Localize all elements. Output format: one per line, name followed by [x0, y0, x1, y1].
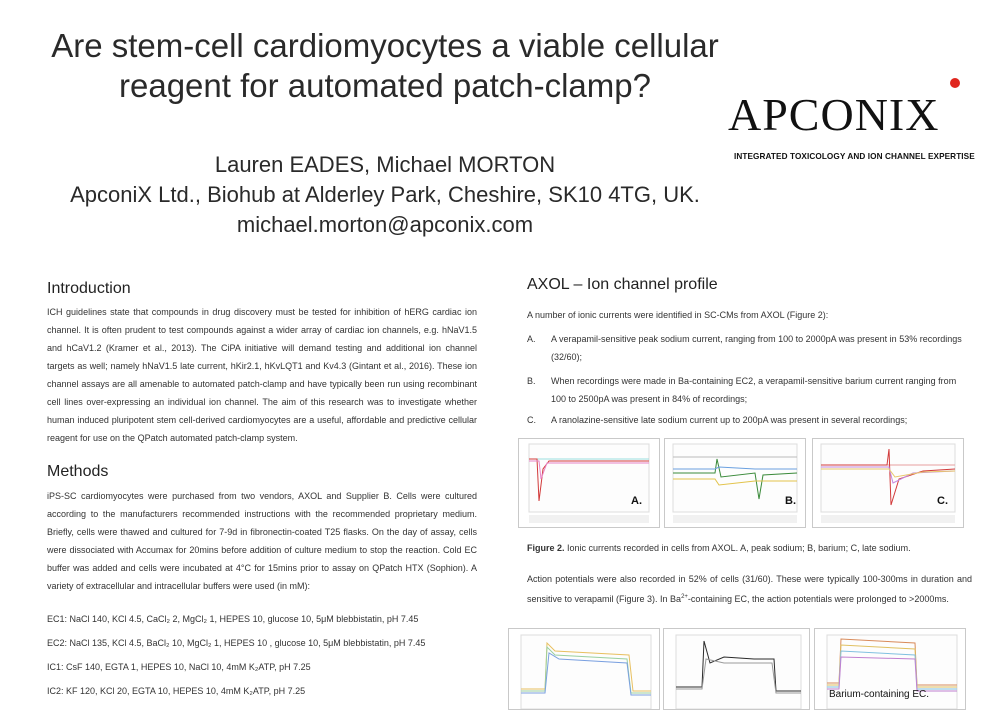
- title-line-2: reagent for automated patch-clamp?: [119, 67, 651, 104]
- axol-item-c: [527, 411, 972, 429]
- ap-superscript: 2+: [681, 594, 688, 600]
- axol-item-c-letter: C.: [527, 415, 536, 425]
- introduction-heading: Introduction: [47, 280, 131, 297]
- axol-item-c-text: A ranolazine-sensitive late sodium current up to 200pA was present in several recordings;: [551, 415, 908, 425]
- affiliation: ApconiX Ltd., Biohub at Alderley Park, Cheshire, SK10 4TG, UK.: [70, 182, 700, 207]
- plot-area: [673, 444, 797, 512]
- methods-text: iPS-SC cardiomyocytes were purchased from two vendors, AXOL and Supplier B. Cells were cultured according to the manufacturers recommended instructions with the recommended proprietary medium. Briefly, cells were thawed and cultured for 7-9d in fibronectin-coated T25 flasks. On the day of assay, cells were dissociated with Accumax for 20mins before addition of culture medium to stop the reaction. Cold EC buffer was added and cells were incubated at 4°C for 15mins prior to assay on QPatch HTX (Sophion). A variety of extracellular and intracellular buffers were used (in mM):: [47, 491, 477, 591]
- figure2-panel-a: [518, 438, 660, 528]
- figure2-label-a: A.: [631, 495, 642, 507]
- figure2-caption-text: Ionic currents recorded in cells from AXOL. A, peak sodium; B, barium; C, late sodium.: [564, 543, 911, 553]
- figure3-panel-3: [814, 628, 966, 710]
- figure2-caption: [527, 543, 911, 553]
- figure3-panel-1: [508, 628, 660, 710]
- figure2-panel-a-plot: [519, 439, 659, 527]
- action-potential-text: [527, 570, 972, 608]
- figure2-panel-c-plot: [813, 439, 963, 527]
- methods-heading: Methods: [47, 463, 109, 480]
- author-block: [0, 150, 770, 240]
- buffer-ic1: IC1: CsF 140, EGTA 1, HEPES 10, NaCl 10, 4mM K₂ATP, pH 7.25: [47, 662, 311, 672]
- axol-item-a-text: A verapamil-sensitive peak sodium current, ranging from 100 to 2000pA was present in 53% recordings (32/60);: [551, 334, 962, 362]
- figure2-panel-b: [664, 438, 806, 528]
- buffer-ec1: EC1: NaCl 140, KCl 4.5, CaCl₂ 2, MgCl₂ 1, HEPES 10, glucose 10, 5μM blebbistatin, pH 7.45: [47, 614, 419, 624]
- figure3-panel-2: [663, 628, 810, 710]
- figure3-panel-1-plot: [509, 629, 659, 709]
- axol-item-b: [527, 372, 972, 408]
- plot-area: [676, 635, 801, 709]
- axol-heading: AXOL – Ion channel profile: [527, 276, 718, 293]
- logo-red-dot: [950, 78, 960, 88]
- figure3-panel-2-plot: [664, 629, 809, 709]
- axol-intro: A number of ionic currents were identified in SC-CMs from AXOL (Figure 2):: [527, 310, 829, 320]
- axol-item-b-letter: B.: [527, 376, 536, 386]
- plot-legend-strip: [673, 515, 797, 523]
- plot-area: [521, 635, 651, 709]
- logo-wordmark: APCONIX: [728, 89, 940, 140]
- apconix-logo: [728, 74, 988, 170]
- introduction-text: ICH guidelines state that compounds in drug discovery must be tested for inhibition of hERG cardiac ion channel. It is often prudent to test compounds against a wider array of cardiac ion channels, e.g. hNaV1.5 and hCaV1.2 (Kramer et al., 2013). The CiPA initiative will demand testing and additional ion channel targets as well; namely hNaV1.5 late current, hKir2.1, hKvLQT1 and Kv4.3 (Gintant et al., 2016). These ion channel assays are all amenable to automated patch-clamp and have typically been run using recombinant cell lines over-expressing an individual ion channel. The aim of this research was to investigate whether human induced pluripotent stem cell-derived cardiomyocytes are a useful, affordable and predictive cellular reagent for use on the QPatch automated patch-clamp system.: [47, 307, 477, 443]
- poster-title: [0, 26, 770, 106]
- figure2-panel-b-plot: [665, 439, 805, 527]
- title-line-1: Are stem-cell cardiomyocytes a viable cellular: [51, 27, 719, 64]
- axol-item-a: [527, 330, 972, 366]
- figure3-barium-label: Barium-containing EC.: [829, 689, 930, 700]
- logo-tagline: INTEGRATED TOXICOLOGY AND ION CHANNEL EXPERTISE: [734, 152, 975, 161]
- plot-legend-strip: [529, 515, 649, 523]
- axol-item-a-letter: A.: [527, 334, 536, 344]
- email: michael.morton@apconix.com: [236, 212, 534, 237]
- figure2-caption-label: Figure 2.: [527, 543, 565, 553]
- plot-legend-strip: [821, 515, 955, 523]
- axol-item-b-text: When recordings were made in Ba-containing EC2, a verapamil-sensitive barium current ranging from 100 to 2500pA was present in 84% of recordings;: [551, 376, 957, 404]
- buffer-ec2: EC2: NaCl 135, KCl 4.5, BaCl₂ 10, MgCl₂ 1, HEPES 10 , glucose 10, 5μM blebbistatin, pH 7.45: [47, 638, 426, 648]
- ap-text-part-1: Action potentials were also recorded in 52% of cells (31/60). These were typically 100-300ms in duration and sensitive to verapamil (Figure 3). In Ba: [527, 574, 972, 604]
- ap-text-part-2: -containing EC, the action potentials were prolonged to >2000ms.: [687, 594, 949, 604]
- figure2-label-c: C.: [937, 495, 948, 507]
- figure2-panel-c: [812, 438, 964, 528]
- buffer-ic2: IC2: KF 120, KCl 20, EGTA 10, HEPES 10, 4mM K₂ATP, pH 7.25: [47, 686, 306, 696]
- figure2-label-b: B.: [785, 495, 796, 507]
- author-names: Lauren EADES, Michael MORTON: [214, 152, 556, 177]
